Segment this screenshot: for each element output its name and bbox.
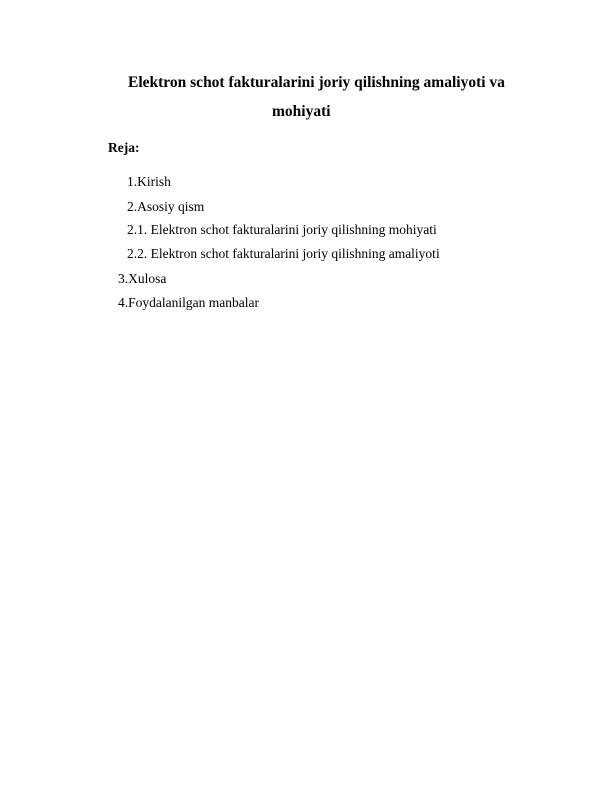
document-title-line-2: mohiyati xyxy=(272,103,331,120)
toc-item-conclusion: 3.Xulosa xyxy=(118,271,167,286)
plan-heading: Reja: xyxy=(108,140,140,155)
toc-item-section-2-1: 2.1. Elektron schot fakturalarini joriy qilishning mohiyati xyxy=(127,222,437,237)
toc-item-references: 4.Foydalanilgan manbalar xyxy=(118,295,259,310)
toc-item-main-part: 2.Asosiy qism xyxy=(127,199,205,214)
toc-item-section-2-2: 2.2. Elektron schot fakturalarini joriy qilishning amaliyoti xyxy=(127,246,440,261)
document-title-line-1: Elektron schot fakturalarini joriy qilishning amaliyoti va xyxy=(128,74,505,91)
toc-item-introduction: 1.Kirish xyxy=(127,174,171,189)
